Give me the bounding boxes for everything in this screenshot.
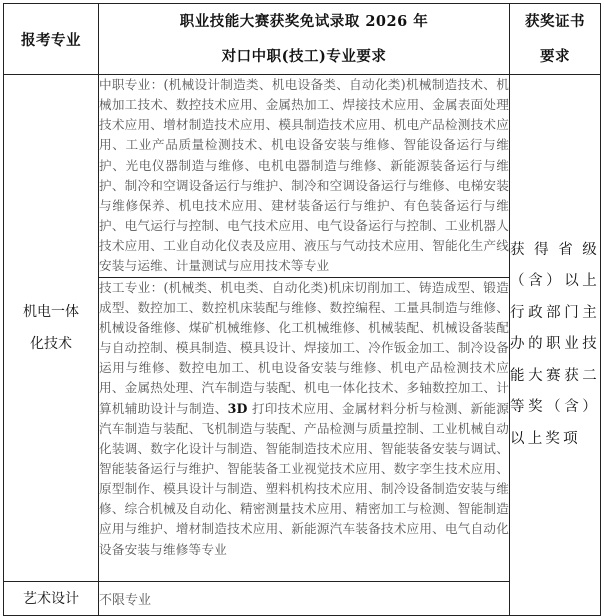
award-requirement-cell: 获得省级（含）以上行政部门主办的职业技能大赛获二等奖（含）以上奖项 bbox=[510, 75, 601, 616]
header-requirement bbox=[99, 4, 510, 75]
header-requirement-line2: 对口中职(技工)专业要求 bbox=[221, 48, 387, 65]
header-award-line2: 要求 bbox=[540, 48, 570, 65]
header-requirement-line1: 职业技能大赛获奖免试录取 2026 年 bbox=[179, 13, 429, 30]
jigong-text-3d: 3D bbox=[227, 400, 248, 416]
major-line1: 机电一体 bbox=[23, 303, 79, 320]
header-row bbox=[4, 4, 601, 75]
header-award-line1: 获奖证书 bbox=[525, 13, 585, 30]
major-line2: 化技术 bbox=[30, 335, 72, 352]
jigong-text-part2: 打印技术应用、金属材料分析与检测、新能源汽车制造与装配、飞机制造与装配、产品检测与质量控制、工业机械自动化装调、数字化设计与制造、智能制造技术应用、智能装备安装与调试、智能装备运行与维护、智能装备工业视觉技术应用、数字孪生技术应用、原型制作、模具设计与制造、塑料机构技术应用、制冷设备制造安装与维修、综合机械及自动化、精密测量技术应用、精密加工与检测、智能制造应用与维护、增材制造技术应用、新能源汽车装备技术应用、电气自动化设备安装与维修等专业 bbox=[99, 400, 510, 557]
header-award bbox=[510, 4, 601, 75]
jigong-text-part1: 技工专业：(机械类、机电类、自动化类)机床切削加工、铸造成型、锻造成型、数控加工、数控机床装配与维修、数控编程、工量具制造与维修、机械设备维修、煤矿机械维修、化工机械维修、机械装配、机械设备装配与自动控制、模具制造、模具设计、焊接加工、冷作钣金加工、制冷设备运用与维修、数控电加工、机电设备安装与维修、机电产品检测技术应用、金属热处理、汽车制造与装配、机电一体化技术、多轴数控加工、计算机辅助设计与制造、 bbox=[99, 279, 509, 416]
art-requirement-cell: 不限专业 bbox=[99, 581, 510, 615]
table-row bbox=[4, 75, 601, 278]
admission-requirements-table bbox=[3, 3, 601, 616]
major-cell-mechatronics bbox=[4, 75, 99, 582]
zhongzhi-requirement-cell: 中职专业：(机械设计制造类、机电设备类、自动化类)机械制造技术、机械加工技术、数控技术应用、金属热加工、焊接技术应用、金属表面处理技术应用、增材制造技术应用、模具制造技术应用、机电产品检测技术应用、工业产品质量检测技术、机电设备安装与维修、智能设备运行与维护、光电仪器制造与维修、电机电器制造与维修、新能源装备运行与维护、制冷和空调设备运行与维护、制冷和空调设备运行与维修、电梯安装与维修保养、机电技术应用、建材装备运行与维护、有色装备运行与维护、电气运行与控制、电气技术应用、电气设备运行与控制、工业机器人技术应用、工业自动化仪表及应用、液压与气动技术应用、智能化生产线安装与运维、计量测试与应用技术等专业 bbox=[99, 75, 510, 278]
header-major: 报考专业 bbox=[4, 4, 99, 75]
jigong-requirement-cell bbox=[99, 277, 510, 581]
major-cell-art-design: 艺术设计 bbox=[4, 581, 99, 615]
